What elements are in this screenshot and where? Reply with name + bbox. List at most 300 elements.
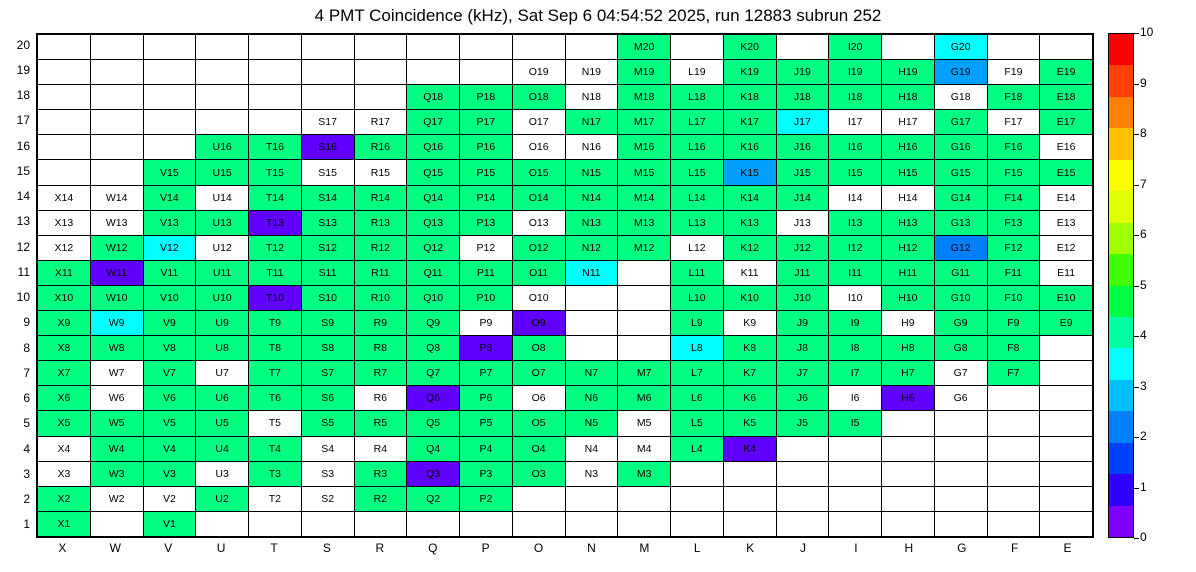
heatmap-cell[interactable]: Q10: [407, 285, 460, 310]
heatmap-cell[interactable]: S13: [301, 210, 354, 235]
heatmap-cell[interactable]: J19: [776, 60, 829, 85]
heatmap-cell[interactable]: [249, 110, 302, 135]
heatmap-cell[interactable]: H13: [882, 210, 935, 235]
heatmap-cell[interactable]: E9: [1040, 311, 1093, 336]
heatmap-cell[interactable]: [301, 511, 354, 536]
heatmap-cell[interactable]: W11: [90, 260, 143, 285]
heatmap-cell[interactable]: F18: [987, 85, 1040, 110]
heatmap-cell[interactable]: [1040, 336, 1093, 361]
heatmap-cell[interactable]: R14: [354, 185, 407, 210]
heatmap-cell[interactable]: [671, 461, 724, 486]
heatmap-cell[interactable]: P15: [460, 160, 513, 185]
heatmap-cell[interactable]: W10: [90, 285, 143, 310]
heatmap-cell[interactable]: I11: [829, 260, 882, 285]
heatmap-cell[interactable]: W3: [90, 461, 143, 486]
heatmap-cell[interactable]: S4: [301, 436, 354, 461]
heatmap-cell[interactable]: E19: [1040, 60, 1093, 85]
heatmap-cell[interactable]: M15: [618, 160, 671, 185]
heatmap-cell[interactable]: I10: [829, 285, 882, 310]
heatmap-cell[interactable]: J16: [776, 135, 829, 160]
heatmap-cell[interactable]: [301, 85, 354, 110]
heatmap-cell[interactable]: T14: [249, 185, 302, 210]
heatmap-cell[interactable]: J17: [776, 110, 829, 135]
heatmap-cell[interactable]: P9: [460, 311, 513, 336]
heatmap-cell[interactable]: N4: [565, 436, 618, 461]
heatmap-cell[interactable]: [249, 60, 302, 85]
heatmap-cell[interactable]: [723, 486, 776, 511]
heatmap-cell[interactable]: [882, 486, 935, 511]
heatmap-cell[interactable]: X14: [38, 185, 91, 210]
heatmap-cell[interactable]: K13: [723, 210, 776, 235]
heatmap-cell[interactable]: F14: [987, 185, 1040, 210]
heatmap-cell[interactable]: W7: [90, 361, 143, 386]
heatmap-cell[interactable]: E14: [1040, 185, 1093, 210]
heatmap-cell[interactable]: J5: [776, 411, 829, 436]
heatmap-cell[interactable]: P12: [460, 235, 513, 260]
heatmap-cell[interactable]: T5: [249, 411, 302, 436]
heatmap-cell[interactable]: [143, 135, 196, 160]
heatmap-cell[interactable]: I15: [829, 160, 882, 185]
heatmap-cell[interactable]: S10: [301, 285, 354, 310]
heatmap-cell[interactable]: R17: [354, 110, 407, 135]
heatmap-cell[interactable]: F17: [987, 110, 1040, 135]
heatmap-cell[interactable]: [934, 436, 987, 461]
heatmap-cell[interactable]: [196, 110, 249, 135]
heatmap-cell[interactable]: I17: [829, 110, 882, 135]
heatmap-cell[interactable]: [987, 386, 1040, 411]
heatmap-cell[interactable]: L4: [671, 436, 724, 461]
heatmap-cell[interactable]: W14: [90, 185, 143, 210]
heatmap-cell[interactable]: [249, 35, 302, 60]
heatmap-cell[interactable]: I20: [829, 35, 882, 60]
heatmap-cell[interactable]: F13: [987, 210, 1040, 235]
heatmap-cell[interactable]: K12: [723, 235, 776, 260]
heatmap-cell[interactable]: [1040, 35, 1093, 60]
heatmap-cell[interactable]: [90, 85, 143, 110]
heatmap-cell[interactable]: H8: [882, 336, 935, 361]
heatmap-cell[interactable]: L8: [671, 336, 724, 361]
heatmap-cell[interactable]: M18: [618, 85, 671, 110]
heatmap-cell[interactable]: O3: [512, 461, 565, 486]
heatmap-cell[interactable]: O16: [512, 135, 565, 160]
heatmap-cell[interactable]: M17: [618, 110, 671, 135]
heatmap-cell[interactable]: [143, 110, 196, 135]
heatmap-cell[interactable]: P17: [460, 110, 513, 135]
heatmap-cell[interactable]: P11: [460, 260, 513, 285]
heatmap-cell[interactable]: [90, 35, 143, 60]
heatmap-cell[interactable]: P10: [460, 285, 513, 310]
heatmap-cell[interactable]: [829, 436, 882, 461]
heatmap-cell[interactable]: R3: [354, 461, 407, 486]
heatmap-cell[interactable]: W12: [90, 235, 143, 260]
heatmap-cell[interactable]: S17: [301, 110, 354, 135]
heatmap-cell[interactable]: [38, 135, 91, 160]
heatmap-cell[interactable]: E10: [1040, 285, 1093, 310]
heatmap-cell[interactable]: V9: [143, 311, 196, 336]
heatmap-cell[interactable]: K19: [723, 60, 776, 85]
heatmap-cell[interactable]: Q11: [407, 260, 460, 285]
heatmap-cell[interactable]: [882, 436, 935, 461]
heatmap-cell[interactable]: L14: [671, 185, 724, 210]
heatmap-cell[interactable]: Q7: [407, 361, 460, 386]
heatmap-cell[interactable]: O10: [512, 285, 565, 310]
heatmap-cell[interactable]: [38, 110, 91, 135]
heatmap-cell[interactable]: [1040, 386, 1093, 411]
heatmap-cell[interactable]: V10: [143, 285, 196, 310]
heatmap-cell[interactable]: Q3: [407, 461, 460, 486]
heatmap-cell[interactable]: S16: [301, 135, 354, 160]
heatmap-cell[interactable]: [882, 511, 935, 536]
heatmap-cell[interactable]: S11: [301, 260, 354, 285]
heatmap-cell[interactable]: G13: [934, 210, 987, 235]
heatmap-cell[interactable]: [196, 85, 249, 110]
heatmap-cell[interactable]: U12: [196, 235, 249, 260]
heatmap-cell[interactable]: R6: [354, 386, 407, 411]
heatmap-cell[interactable]: [934, 411, 987, 436]
heatmap-cell[interactable]: S8: [301, 336, 354, 361]
heatmap-cell[interactable]: X4: [38, 436, 91, 461]
heatmap-cell[interactable]: M3: [618, 461, 671, 486]
heatmap-cell[interactable]: L6: [671, 386, 724, 411]
heatmap-cell[interactable]: [987, 35, 1040, 60]
heatmap-cell[interactable]: R5: [354, 411, 407, 436]
heatmap-cell[interactable]: I9: [829, 311, 882, 336]
heatmap-cell[interactable]: Q6: [407, 386, 460, 411]
heatmap-cell[interactable]: H14: [882, 185, 935, 210]
heatmap-cell[interactable]: U11: [196, 260, 249, 285]
heatmap-cell[interactable]: H6: [882, 386, 935, 411]
heatmap-cell[interactable]: [565, 285, 618, 310]
heatmap-cell[interactable]: F11: [987, 260, 1040, 285]
heatmap-cell[interactable]: O14: [512, 185, 565, 210]
heatmap-cell[interactable]: H10: [882, 285, 935, 310]
heatmap-cell[interactable]: J11: [776, 260, 829, 285]
heatmap-cell[interactable]: I16: [829, 135, 882, 160]
heatmap-cell[interactable]: [407, 511, 460, 536]
heatmap-cell[interactable]: P6: [460, 386, 513, 411]
heatmap-cell[interactable]: N5: [565, 411, 618, 436]
heatmap-cell[interactable]: S5: [301, 411, 354, 436]
heatmap-cell[interactable]: U10: [196, 285, 249, 310]
heatmap-cell[interactable]: T13: [249, 210, 302, 235]
heatmap-cell[interactable]: X7: [38, 361, 91, 386]
heatmap-cell[interactable]: Q18: [407, 85, 460, 110]
heatmap-cell[interactable]: [987, 461, 1040, 486]
heatmap-cell[interactable]: [934, 486, 987, 511]
heatmap-cell[interactable]: Q2: [407, 486, 460, 511]
heatmap-cell[interactable]: K17: [723, 110, 776, 135]
heatmap-cell[interactable]: T15: [249, 160, 302, 185]
heatmap-cell[interactable]: F7: [987, 361, 1040, 386]
heatmap-cell[interactable]: K7: [723, 361, 776, 386]
heatmap-cell[interactable]: X12: [38, 235, 91, 260]
heatmap-cell[interactable]: [38, 35, 91, 60]
heatmap-cell[interactable]: [90, 511, 143, 536]
heatmap-cell[interactable]: T11: [249, 260, 302, 285]
heatmap-cell[interactable]: [1040, 411, 1093, 436]
heatmap-cell[interactable]: T9: [249, 311, 302, 336]
heatmap-cell[interactable]: V11: [143, 260, 196, 285]
heatmap-cell[interactable]: R13: [354, 210, 407, 235]
heatmap-cell[interactable]: [723, 511, 776, 536]
heatmap-cell[interactable]: [38, 85, 91, 110]
heatmap-cell[interactable]: I14: [829, 185, 882, 210]
heatmap-cell[interactable]: [882, 35, 935, 60]
heatmap-cell[interactable]: L7: [671, 361, 724, 386]
heatmap-cell[interactable]: [618, 336, 671, 361]
heatmap-cell[interactable]: R12: [354, 235, 407, 260]
heatmap-cell[interactable]: G12: [934, 235, 987, 260]
heatmap-cell[interactable]: M19: [618, 60, 671, 85]
heatmap-cell[interactable]: V7: [143, 361, 196, 386]
heatmap-cell[interactable]: O4: [512, 436, 565, 461]
heatmap-cell[interactable]: G17: [934, 110, 987, 135]
heatmap-cell[interactable]: V5: [143, 411, 196, 436]
heatmap-cell[interactable]: L18: [671, 85, 724, 110]
heatmap-cell[interactable]: [196, 511, 249, 536]
heatmap-cell[interactable]: [1040, 461, 1093, 486]
heatmap-cell[interactable]: M12: [618, 235, 671, 260]
heatmap-cell[interactable]: S14: [301, 185, 354, 210]
heatmap-cell[interactable]: [143, 60, 196, 85]
heatmap-cell[interactable]: G15: [934, 160, 987, 185]
heatmap-cell[interactable]: M14: [618, 185, 671, 210]
heatmap-cell[interactable]: U14: [196, 185, 249, 210]
heatmap-cell[interactable]: S15: [301, 160, 354, 185]
heatmap-cell[interactable]: H7: [882, 361, 935, 386]
heatmap-cell[interactable]: X6: [38, 386, 91, 411]
heatmap-cell[interactable]: V3: [143, 461, 196, 486]
heatmap-cell[interactable]: O7: [512, 361, 565, 386]
heatmap-cell[interactable]: I7: [829, 361, 882, 386]
heatmap-cell[interactable]: V15: [143, 160, 196, 185]
heatmap-cell[interactable]: G6: [934, 386, 987, 411]
heatmap-cell[interactable]: E16: [1040, 135, 1093, 160]
heatmap-cell[interactable]: Q4: [407, 436, 460, 461]
heatmap-cell[interactable]: [882, 461, 935, 486]
heatmap-cell[interactable]: L11: [671, 260, 724, 285]
heatmap-cell[interactable]: O11: [512, 260, 565, 285]
heatmap-cell[interactable]: [301, 60, 354, 85]
heatmap-cell[interactable]: O17: [512, 110, 565, 135]
heatmap-cell[interactable]: J9: [776, 311, 829, 336]
heatmap-cell[interactable]: H17: [882, 110, 935, 135]
heatmap-cell[interactable]: L15: [671, 160, 724, 185]
heatmap-cell[interactable]: N19: [565, 60, 618, 85]
heatmap-cell[interactable]: U2: [196, 486, 249, 511]
heatmap-cell[interactable]: F15: [987, 160, 1040, 185]
heatmap-cell[interactable]: M4: [618, 436, 671, 461]
heatmap-cell[interactable]: U15: [196, 160, 249, 185]
heatmap-cell[interactable]: U13: [196, 210, 249, 235]
heatmap-cell[interactable]: [512, 486, 565, 511]
heatmap-cell[interactable]: K15: [723, 160, 776, 185]
heatmap-cell[interactable]: S12: [301, 235, 354, 260]
heatmap-cell[interactable]: [618, 486, 671, 511]
heatmap-cell[interactable]: S2: [301, 486, 354, 511]
heatmap-cell[interactable]: R2: [354, 486, 407, 511]
heatmap-cell[interactable]: P7: [460, 361, 513, 386]
heatmap-cell[interactable]: Q16: [407, 135, 460, 160]
heatmap-cell[interactable]: O8: [512, 336, 565, 361]
heatmap-cell[interactable]: N16: [565, 135, 618, 160]
heatmap-cell[interactable]: U7: [196, 361, 249, 386]
heatmap-cell[interactable]: [776, 461, 829, 486]
heatmap-cell[interactable]: R7: [354, 361, 407, 386]
heatmap-cell[interactable]: S9: [301, 311, 354, 336]
heatmap-cell[interactable]: R4: [354, 436, 407, 461]
heatmap-cell[interactable]: J18: [776, 85, 829, 110]
heatmap-cell[interactable]: [565, 511, 618, 536]
heatmap-cell[interactable]: M5: [618, 411, 671, 436]
heatmap-cell[interactable]: [987, 511, 1040, 536]
heatmap-cell[interactable]: J12: [776, 235, 829, 260]
heatmap-cell[interactable]: [249, 511, 302, 536]
heatmap-cell[interactable]: Q13: [407, 210, 460, 235]
heatmap-cell[interactable]: K8: [723, 336, 776, 361]
heatmap-cell[interactable]: F10: [987, 285, 1040, 310]
heatmap-cell[interactable]: [460, 511, 513, 536]
heatmap-cell[interactable]: [776, 35, 829, 60]
heatmap-cell[interactable]: Q5: [407, 411, 460, 436]
heatmap-cell[interactable]: W5: [90, 411, 143, 436]
heatmap-cell[interactable]: [512, 511, 565, 536]
heatmap-cell[interactable]: X3: [38, 461, 91, 486]
heatmap-cell[interactable]: M6: [618, 386, 671, 411]
heatmap-cell[interactable]: O9: [512, 311, 565, 336]
heatmap-cell[interactable]: Q14: [407, 185, 460, 210]
heatmap-cell[interactable]: G10: [934, 285, 987, 310]
heatmap-cell[interactable]: X8: [38, 336, 91, 361]
heatmap-cell[interactable]: T12: [249, 235, 302, 260]
heatmap-cell[interactable]: H15: [882, 160, 935, 185]
heatmap-cell[interactable]: [618, 311, 671, 336]
heatmap-cell[interactable]: V1: [143, 511, 196, 536]
heatmap-cell[interactable]: O6: [512, 386, 565, 411]
heatmap-cell[interactable]: X2: [38, 486, 91, 511]
heatmap-cell[interactable]: U9: [196, 311, 249, 336]
heatmap-cell[interactable]: X11: [38, 260, 91, 285]
heatmap-cell[interactable]: P4: [460, 436, 513, 461]
heatmap-cell[interactable]: M13: [618, 210, 671, 235]
heatmap-cell[interactable]: [618, 260, 671, 285]
heatmap-cell[interactable]: V13: [143, 210, 196, 235]
heatmap-cell[interactable]: K14: [723, 185, 776, 210]
heatmap-cell[interactable]: V4: [143, 436, 196, 461]
heatmap-cell[interactable]: J14: [776, 185, 829, 210]
heatmap-cell[interactable]: Q9: [407, 311, 460, 336]
heatmap-cell[interactable]: P8: [460, 336, 513, 361]
heatmap-cell[interactable]: W6: [90, 386, 143, 411]
heatmap-cell[interactable]: T10: [249, 285, 302, 310]
heatmap-cell[interactable]: J8: [776, 336, 829, 361]
heatmap-cell[interactable]: O5: [512, 411, 565, 436]
heatmap-cell[interactable]: [776, 436, 829, 461]
heatmap-cell[interactable]: [407, 35, 460, 60]
heatmap-cell[interactable]: E17: [1040, 110, 1093, 135]
heatmap-cell[interactable]: [143, 35, 196, 60]
heatmap-cell[interactable]: H18: [882, 85, 935, 110]
heatmap-cell[interactable]: O19: [512, 60, 565, 85]
heatmap-cell[interactable]: [407, 60, 460, 85]
heatmap-cell[interactable]: R15: [354, 160, 407, 185]
heatmap-cell[interactable]: K5: [723, 411, 776, 436]
heatmap-cell[interactable]: K11: [723, 260, 776, 285]
heatmap-cell[interactable]: T4: [249, 436, 302, 461]
heatmap-cell[interactable]: W8: [90, 336, 143, 361]
heatmap-cell[interactable]: I8: [829, 336, 882, 361]
heatmap-cell[interactable]: Q17: [407, 110, 460, 135]
heatmap-cell[interactable]: [460, 60, 513, 85]
heatmap-cell[interactable]: [829, 511, 882, 536]
heatmap-cell[interactable]: N11: [565, 260, 618, 285]
heatmap-cell[interactable]: [249, 85, 302, 110]
heatmap-cell[interactable]: F8: [987, 336, 1040, 361]
heatmap-cell[interactable]: E11: [1040, 260, 1093, 285]
heatmap-cell[interactable]: [1040, 436, 1093, 461]
heatmap-cell[interactable]: X1: [38, 511, 91, 536]
heatmap-cell[interactable]: [565, 311, 618, 336]
heatmap-cell[interactable]: U6: [196, 386, 249, 411]
heatmap-cell[interactable]: [671, 35, 724, 60]
heatmap-cell[interactable]: I18: [829, 85, 882, 110]
heatmap-cell[interactable]: N15: [565, 160, 618, 185]
heatmap-cell[interactable]: [38, 160, 91, 185]
heatmap-cell[interactable]: L9: [671, 311, 724, 336]
heatmap-cell[interactable]: K6: [723, 386, 776, 411]
heatmap-cell[interactable]: [512, 35, 565, 60]
heatmap-cell[interactable]: L10: [671, 285, 724, 310]
heatmap-cell[interactable]: [565, 35, 618, 60]
heatmap-cell[interactable]: H9: [882, 311, 935, 336]
heatmap-cell[interactable]: [829, 461, 882, 486]
heatmap-cell[interactable]: [1040, 486, 1093, 511]
heatmap-cell[interactable]: G20: [934, 35, 987, 60]
heatmap-cell[interactable]: K4: [723, 436, 776, 461]
heatmap-cell[interactable]: N13: [565, 210, 618, 235]
heatmap-cell[interactable]: [354, 511, 407, 536]
heatmap-cell[interactable]: T8: [249, 336, 302, 361]
heatmap-cell[interactable]: P3: [460, 461, 513, 486]
heatmap-cell[interactable]: F16: [987, 135, 1040, 160]
heatmap-cell[interactable]: [90, 135, 143, 160]
heatmap-cell[interactable]: P5: [460, 411, 513, 436]
heatmap-cell[interactable]: X5: [38, 411, 91, 436]
heatmap-cell[interactable]: V2: [143, 486, 196, 511]
heatmap-cell[interactable]: L17: [671, 110, 724, 135]
heatmap-cell[interactable]: H19: [882, 60, 935, 85]
heatmap-cell[interactable]: X9: [38, 311, 91, 336]
heatmap-cell[interactable]: I12: [829, 235, 882, 260]
heatmap-cell[interactable]: R8: [354, 336, 407, 361]
heatmap-cell[interactable]: I6: [829, 386, 882, 411]
heatmap-cell[interactable]: [354, 35, 407, 60]
heatmap-cell[interactable]: N12: [565, 235, 618, 260]
heatmap-cell[interactable]: [671, 511, 724, 536]
heatmap-cell[interactable]: [987, 436, 1040, 461]
heatmap-cell[interactable]: [987, 411, 1040, 436]
heatmap-cell[interactable]: J13: [776, 210, 829, 235]
heatmap-cell[interactable]: X13: [38, 210, 91, 235]
heatmap-cell[interactable]: I19: [829, 60, 882, 85]
heatmap-cell[interactable]: O12: [512, 235, 565, 260]
heatmap-cell[interactable]: G8: [934, 336, 987, 361]
heatmap-cell[interactable]: [565, 336, 618, 361]
heatmap-cell[interactable]: E12: [1040, 235, 1093, 260]
heatmap-cell[interactable]: [934, 511, 987, 536]
heatmap-cell[interactable]: [776, 511, 829, 536]
heatmap-cell[interactable]: L13: [671, 210, 724, 235]
